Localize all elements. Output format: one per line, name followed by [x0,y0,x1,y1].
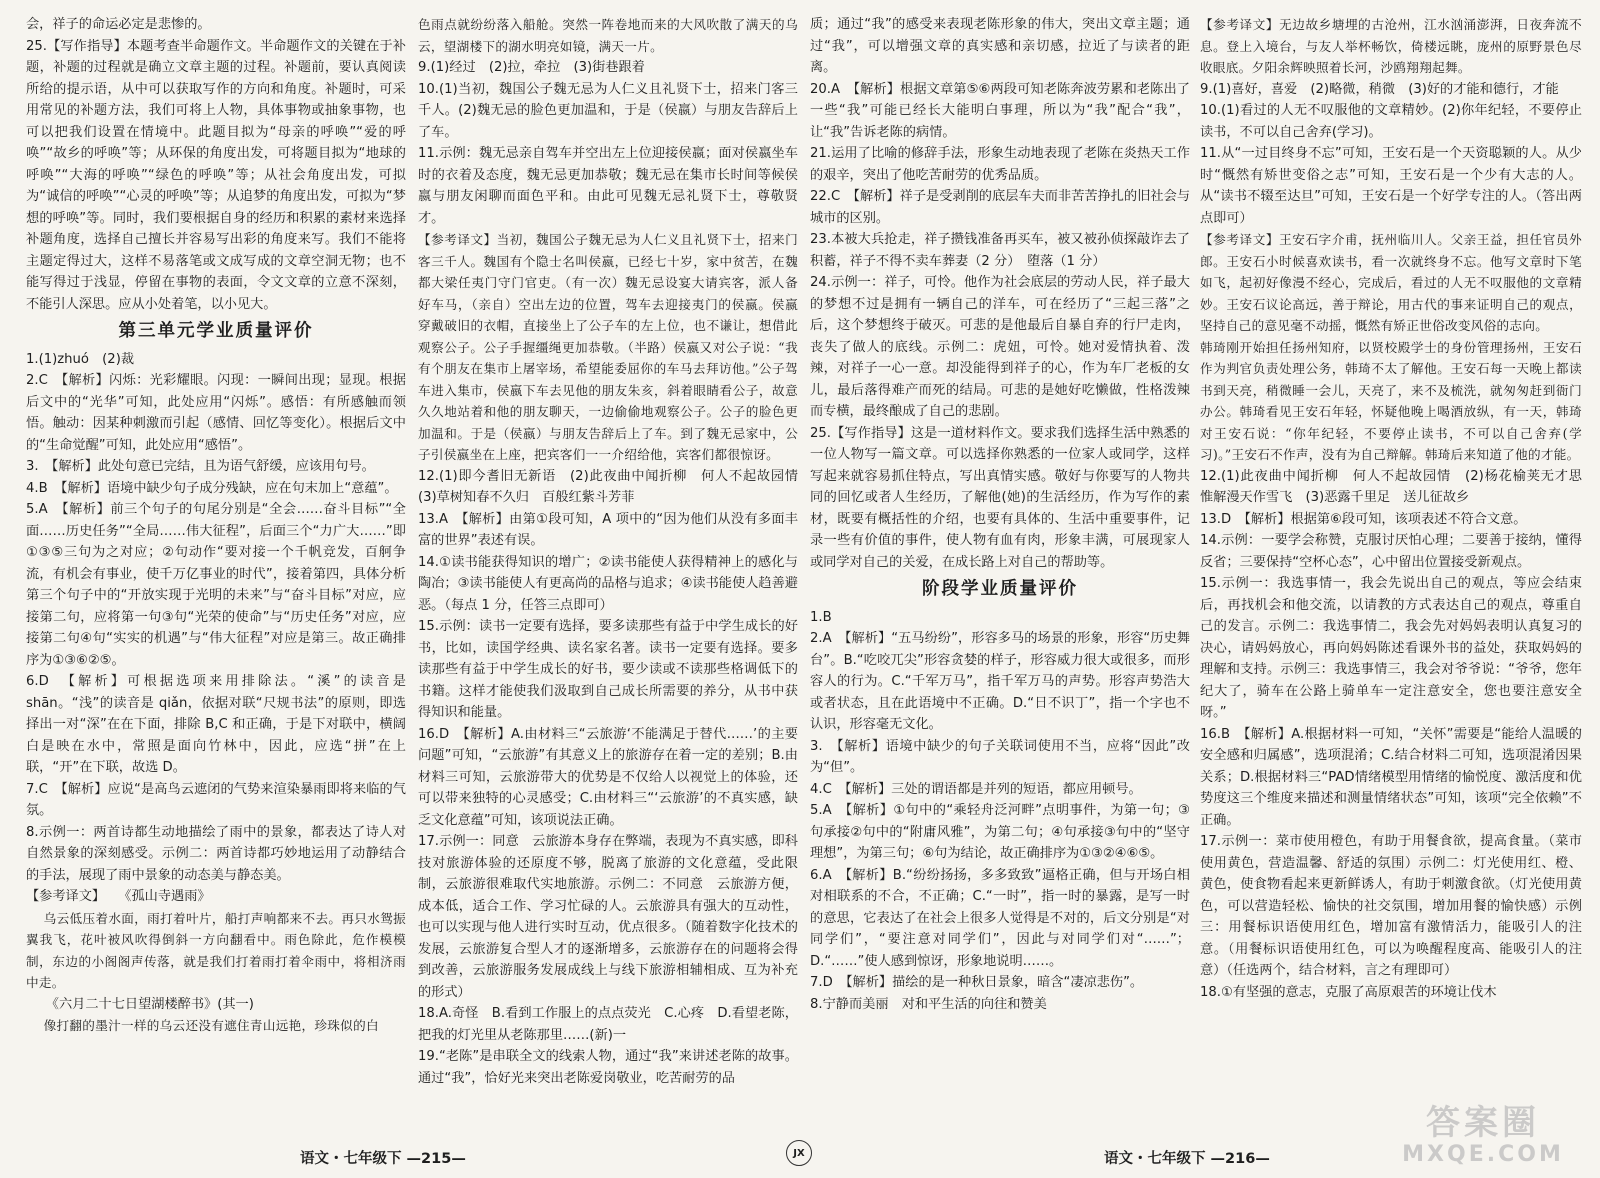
answer-paragraph: 17.示例一：同意 云旅游本身存在弊端，表现为不真实感，即科技对旅游体验的还原度不够，脱离了旅游的文化意蕴，受此限制，云旅游很难取代实地旅游。示例二：不同意 云旅游方便，成本低，适合工作、学习忙碌的人。云旅游具有强大的互动性，也可以实现与他人进行实时互动，优点很多。（随着数字化技术的发展，云旅游复合型人才的逐渐增多，云旅游存在的问题将会得到改善，云旅游服务发展成线上与线下旅游相辅相成、互为补充的形式） [418,834,798,1000]
answer-paragraph: 22.C 【解析】祥子是受剥削的底层车夫而非苦苦挣扎的旧社会与城市的区别。 [810,189,1190,226]
answer-paragraph: 【参考译文】无边故乡塘埋的古沧州，江水汹涌澎湃，日夜奔流不息。登上入境台，与友人举杯畅饮，倚楼远眺，庞州的原野景色尽收眼底。夕阳余辉映照着长河，沙鸥翔翔起舞。 [1200,17,1582,75]
answer-paragraph: 像打翻的墨汁一样的乌云还没有遮住青山远艳，珍珠似的白 [43,1018,379,1033]
answer-paragraph: 16.D 【解析】A.由材料三“云旅游‘不能满足于替代……’的主要问题”可知，“云旅游”有其意义上的旅游存在着一定的差别；B.由材料三可知，云旅游带大的优势是不仅给人以视觉上的体验，还可以带来独特的心灵感受；C.由材料三“‘云旅游’的不真实感，缺乏文化意蕴”可知，该项说法正确。 [418,726,798,828]
answer-paragraph: 8.示例一：两首诗都生动地描绘了雨中的景象，都表达了诗人对自然景象的深刻感受。示例二：两首诗都巧妙地运用了动静结合的手法，展现了雨中景象的动态美与静态美。 [26,824,406,883]
column-2 [418,14,812,1134]
answer-paragraph: 质；通过“我”的感受来表现老陈形象的伟大，突出文章主题；通过“我”，可以增强文章的真实感和亲切感，拉近了与读者的距离。 [810,17,1190,75]
answer-paragraph: 16.B 【解析】A.根据材料一可知，“关怀”需要是“能给人温暖的安全感和归属感”，选项混淆；C.结合材料二可知，选项混淆因果关系；D.根据材料三“PAD情绪模型用情绪的愉悦度、激活度和优势度这三个维度来描述和测量情绪状态”可知，该项“完全依赖”不正确。 [1200,726,1582,828]
answer-paragraph: 12.(1)即今耆旧无新语 (2)此夜曲中闻折柳 何人不起故园情 (3)草树知春不久归 百般红紫斗芳菲 [418,468,812,505]
answer-paragraph: 15.示例：读书一定要有选择，要多读那些有益于中学生成长的好书，比如，读国学经典、读名家名著。读书一定要有选择。要多读那些有益于中学生成长的好书，要少读或不读那些格调低下的书籍。这样才能使我们汲取到自己成长所需要的养分，从书中获得知识和能量。 [418,619,798,720]
section-heading: 阶段学业质量评价 [922,579,1078,599]
answer-paragraph: 19.“老陈”是串联全文的线索人物，通过“我”来讲述老陈的故事。通过“我”，恰好光来突出老陈爱岗敬业，吃苦耐劳的品 [418,1049,798,1086]
watermark-logo [1378,1100,1588,1172]
answer-paragraph: 韩琦刚开始担任扬州知府，以贤校殿学士的身份管理扬州，王安石作为判官负责处理公务，韩琦不太了解他。王安石每一天晚上都读书到天亮，稍微睡一会儿，天亮了，来不及梳洗，就匆匆赶到衙门办公。韩琦看见王安石年轻，怀疑他晚上喝酒放纵，有一天，韩琦对王安石说：“你年纪轻，不要停止读书，不可以自己舍弃(学习)。”王安石不作声，没有为自己辩解。韩琦后来知道了他的才能。 [1200,339,1582,462]
answer-paragraph: 7.D 【解析】描绘的是一种秋日景象，暗含“凄凉悲伤”。 [810,975,1144,990]
answer-paragraph: 6.D 【解析】可根据选项来用排除法。“溪”的读音是 shān。“浅”的读音是 qiǎn，依据对联“尺规书法”的原则，即选择出一对“深”在在下面，排除 B,C 和正确，于是下对联中，横阔白是映在水中，常照是面向竹林中，因此，应选“拼”在上联，“开”在下联，故选 D。 [26,674,406,775]
answer-paragraph: 18.①有坚强的意志，克服了高原艰苦的环境让伐木 [1200,984,1497,1000]
answer-paragraph: 2.A 【解析】“五马纷纷”，形容多马的场景的形象，形容“历史舞台”。B.“吃咬兀尖”形容贪婪的样子，形容威力很大或很多，而形容人的行为。C.“千军万马”，指千军万马的声势。形容声势浩大或者状态，且在此语境中不正确。D.“日不识丁”，指一个字也不认识，形容毫无文化。 [810,631,1190,732]
answer-paragraph: 6.A 【解析】B.“纷纷扬扬，多多致致”逼格正确，但与开场白相对相联系的不合，不正确；C.“一时”，指一时的暴露，是写一时的意思，它表达了在社会上很多人觉得是不对的，后文分别是“对同学们”，“要注意对同学们”，因此与对同学们对“……”；D.“……”使人感到惊讶，形象地说明……。 [810,867,1190,969]
answer-paragraph: 21.运用了比喻的修辞手法，形象生动地表现了老陈在炎热天工作的艰辛，突出了他吃苦耐劳的优秀品质。 [810,146,1190,183]
answer-paragraph: 24.示例一：祥子，可怜。他作为社会底层的劳动人民，祥子最大的梦想不过是拥有一辆自己的洋车，可在经历了“三起三落”之后，这个梦想终于破灭。可悲的是他最后自暴自弃的行尸走肉，丧失了做人的底线。示例二：虎妞，可怜。她对爱情执着、泼辣，对祥子一心一意。却没能得到祥子的心，作为车厂老板的女儿，最后落得难产而死的结局。可悲的是她好吃懒做，性格泼辣而专横，最终酿成了自己的悲剧。 [810,275,1190,419]
answer-paragraph: 12.(1)此夜曲中闻折柳 何人不起故园情 (2)杨花榆荚无才思 惟解漫天作雪飞 (3)恶露千里足 送儿征故乡 [1200,468,1596,505]
answer-paragraph: 1.(1)zhuó (2)裁 [26,351,135,367]
page-footer-left: 语文・七年级下 —215— [300,1151,466,1167]
answer-paragraph: 2.C 【解析】闪烁：光彩耀眼。闪现：一瞬间出现；显现。根据后文中的“光华”可知，此处应用“闪烁”。感悟：有所感触而领悟。触动：因某种刺激而引起（感情、回忆等变化）。根据后文中的“生命觉醒”可知，此处应用“感悟”。 [26,373,406,453]
answer-paragraph: 13.D 【解析】根据第⑥段可知，该项表述不符合文意。 [1200,511,1527,527]
answer-paragraph: 乌云低压着水面，雨打着叶片，船打声响都来不去。再只水鸳振翼我飞，花叶被风吹得倒斜一方向翻看中。雨色除此，危作模模制，东边的小阁阁声传落，就是我们打着雨打着伞雨中，将相济雨中走。 [26,910,406,990]
column-4 [1200,14,1596,1134]
column-3 [810,14,1190,1134]
answer-paragraph: 3. 【解析】此处句意已完结，且为语气舒缓，应该用句号。 [26,459,375,474]
answer-paragraph: 5.A 【解析】前三个句子的句尾分别是“全会……奋斗目标”“全面……历史任务”“全局……伟大征程”，后面三个“力广大……”即①③⑤三句为之对应；②句动作“要对接一个千帆竞发，百舸争流，有机会有事业，使千万亿事业的时代”，接着第四，具体分析第三个句子中的“开放实现于光明的未来”与“奋斗目标”对应，应接第二句，应将第一句③句“光荣的使命”与“历史任务”对应，应接第二句④句“实实的机遇”与“伟大征程”对应是第三。故正确排序为①③⑥②⑤。 [26,502,406,668]
answer-paragraph: 8.宁静而美丽 对和平生活的向往和赞美 [810,996,1047,1012]
answer-paragraph: 【参考译文】当初，魏国公子魏无忌为人仁义且礼贤下士，招来门客三千人。魏国有个隐士名叫侯嬴，已经七十岁，家中贫苦，在魏都大梁任夷门守门官吏。（有一次）魏无忌设宴大请宾客，派人备好车马，（亲自）空出左边的位置，驾车去迎接夷门的侯嬴。侯嬴穿戴破旧的衣帽，直接坐上了公子车的左上位，也不谦让，想借此观察公子。公子手握缰绳更加恭敬。（半路）侯嬴又对公子说：“我有个朋友在集市上屠宰场，希望能委屈你的车马去拜访他。”公子驾车进入集市，侯嬴下车去见他的朋友朱亥，斜着眼睛看公子，故意久久地站着和他的朋友聊天，一边偷偷地观察公子。公子的脸色更加温和。于是（侯嬴）与朋友告辞后上了车。到了魏无忌家中，公子引侯嬴坐在上座，把宾客们一一介绍给他，宾客们都很惊讶。 [418,232,798,462]
answer-paragraph: 色雨点就纷纷落入船舱。突然一阵卷地而来的大风吹散了满天的乌云，望湖楼下的湖水明亮如镜，满天一片。 [418,17,798,54]
answer-paragraph: 23.本被大兵抢走，祥子攒钱准备再买车，被又被孙侦探敲诈去了积蓄，祥子不得不卖车葬妻（2 分） 堕落（1 分） [810,232,1190,269]
answer-paragraph: 4.B 【解析】语境中缺少句子成分残缺，应在句末加上“意蕴”。 [26,480,398,496]
watermark-text-top: 答案圈 [1426,1103,1540,1143]
answer-paragraph: 20.A 【解析】根据文章第⑤⑥两段可知老陈奔波劳累和老陈出了一些“我”可能已经长大能明白事理，所以为“我”配合“我”，让“我”告诉老陈的病情。 [810,81,1190,140]
page-footer-right: 语文・七年级下 —216— [1104,1151,1270,1167]
answer-paragraph: 会，祥子的命运必定是悲惨的。 [26,17,211,32]
answer-paragraph: 14.示例：一要学会称赞，克服讨厌怕心理；二要善于接纳，懂得反省；三要保持“空杯心态”，心中留出位置接受新观点。 [1200,533,1582,570]
watermark-text-bottom: MXQE.COM [1402,1142,1564,1167]
answer-paragraph: 【参考译文】王安石字介甫，抚州临川人。父亲王益，担任官员外郎。王安石小时候喜欢读书，看一次就终身不忘。他写文章时下笔如飞，起初好像漫不经心，完成后，看过的人无不叹服他的文章精妙。王安石议论高远，善于辩论，用古代的事来证明自己的观点，坚持自己的意见毫不动摇，慨然有矫正世俗改变风俗的志向。 [1200,232,1582,333]
answer-paragraph: 9.(1)喜好，喜爱 (2)略微，稍微 (3)好的才能和德行，才能 [1200,81,1559,97]
answer-paragraph: 15.示例一：我选事情一，我会先说出自己的观点，等应会结束后，再找机会和他交流，以请教的方式表达自己的观点，尊重自己的发言。示例二：我选事情二，我会先对妈妈表明认真复习的决心，请妈妈放心，再向妈妈陈述看课外书的益处，获取妈妈的理解和支持。示例三：我选事情三，我会对爷爷说：“爷爷，您年纪大了，骑车在公路上骑单车一定注意安全，您也要注意安全呀。” [1200,576,1582,720]
answer-paragraph: 17.示例一：菜市使用橙色，有助于用餐食欲，提高食量。（菜市使用黄色，营造温馨、舒适的氛围）示例二：灯光使用红、橙、黄色，使食物看起来更新鲜诱人，有助于刺激食欲。（灯光使用黄色，可以营造轻松、愉快的社交氛围，增加用餐的愉快感）示例三：用餐标识语使用红色，增加富有激情活力，能吸引人的注意。（用餐标识语使用红色，可以为唤醒程度高、能吸引人的注意）（任选两个，结合材料，言之有理即可） [1200,834,1582,978]
section-heading: 第三单元学业质量评价 [118,321,314,341]
answer-paragraph: 11.从“一过目终身不忘”可知，王安石是一个天资聪颖的人。从少时“慨然有矫世变俗之志”可知，王安石是一个少有大志的人。从“读书不辍至达旦”可知，王安石是一个好学专注的人。（答出两点即可） [1200,146,1582,226]
answer-paragraph: 《六月二十七日望湖楼醉书》(其一) [26,996,254,1012]
answer-paragraph: 5.A 【解析】①句中的“乘轻舟泛河畔”点明事件，为第一句；③句承接②句中的“附庸风雅”，为第二句；④句承接③句中的“坚守理想”，为第三句；⑥句为结论，故正确排序为①③②④⑥⑤。 [810,803,1190,861]
column-1 [26,14,406,1134]
answer-paragraph: 10.(1)当初，魏国公子魏无忌为人仁义且礼贤下士，招来门客三千人。(2)魏无忌的脸色更加温和，于是（侯嬴）与朋友告辞后上了车。 [418,81,798,140]
answer-paragraph: 13.A 【解析】由第①段可知，A 项中的“因为他们从没有多面丰富的世界”表述有误。 [418,511,798,548]
answer-paragraph: 18.A.奇怪 B.看到工作服上的点点荧光 C.心疼 D.看望老陈，把我的灯光里从老陈那里……(新)一 [418,1006,798,1043]
answer-paragraph: 14.①读书能获得知识的增广；②读书能使人获得精神上的感化与陶冶；③读书能使人有更高尚的品格与追求；④读书能使人趋善避恶。（每点 1 分，任答三点即可） [418,554,798,613]
answer-paragraph: 3. 【解析】语境中缺少的句子关联词使用不当，应将“因此”改为“但”。 [810,738,1190,775]
center-logo: JX [786,1140,812,1166]
answer-paragraph: 9.(1)经过 (2)拉，牵拉 (3)街巷跟着 [418,60,645,75]
answer-paragraph: 4.C 【解析】三处的谓语都是并列的短语，都应用顿号。 [810,781,1142,797]
answer-paragraph: 10.(1)看过的人无不叹服他的文章精妙。(2)你年纪轻，不要停止读书，不可以自己舍弃(学习)。 [1200,103,1582,140]
answer-paragraph: 25.【写作指导】这是一道材料作文。要求我们选择生活中熟悉的一位人物写一篇文章。可以选择你熟悉的一位家人或同学，这样写起来就容易抓住特点，写出真情实感。敬好与你要写的人物共同的回忆或者人生经历，了解他(她)的生活经历，作为写作的素材，既要有概括性的介绍，也要有具体的、生活中重要事件，记录一些有价值的事件，使人物有血有肉，形象丰满，可展现家人或同学对自己的关爱，在成长路上对自己的帮助等。 [810,425,1190,570]
answer-paragraph: 7.C 【解析】应说“是高鸟云遮闭的气势来渲染暴雨即将来临的气氛。 [26,781,406,818]
answer-paragraph: 25.【写作指导】本题考查半命题作文。半命题作文的关键在于补题，补题的过程就是确立文章主题的过程。补题前，要认真阅读所给的提示语，从中可以获取写作的方向和角度。补题时，可采用常见的补题方法，我们可将上人物，具体事物或抽象事物，也可以把我们设置在情境中。此题目拟为“母亲的呼唤”“爱的呼唤”“故乡的呼唤”等；从环保的角度出发，可将题目拟为“地球的呼唤”“大海的呼唤”“绿色的呼唤”等；从社会角度出发，可拟为“诚信的呼唤”“心灵的呼唤”等；从追梦的角度出发，可拟为“梦想的呼唤”等。同时，我们要根据自身的经历和积累的素材来选择补题角度，选择自己擅长并容易写出彩的角度来写。我们不能将主题定得过大，这样不易落笔或文成写成的文章空洞无物；也不能写得过于浅显，停留在事物的表面，令文文章的立意不深刻，不能引人深思。应从小处着笔，以小见大。 [26,38,406,312]
answer-paragraph: 1.B [810,609,832,625]
answer-paragraph: 11.示例：魏无忌亲自驾车并空出左上位迎接侯嬴；面对侯嬴坐车时的衣着及态度，魏无忌更加恭敬；魏无忌在集市长时间等候侯嬴与朋友闲聊而面色平和。由此可见魏无忌礼贤下士，尊敬贤才。 [418,146,798,226]
answer-paragraph: 【参考译文】 《孤山寺遇雨》 [26,889,211,904]
